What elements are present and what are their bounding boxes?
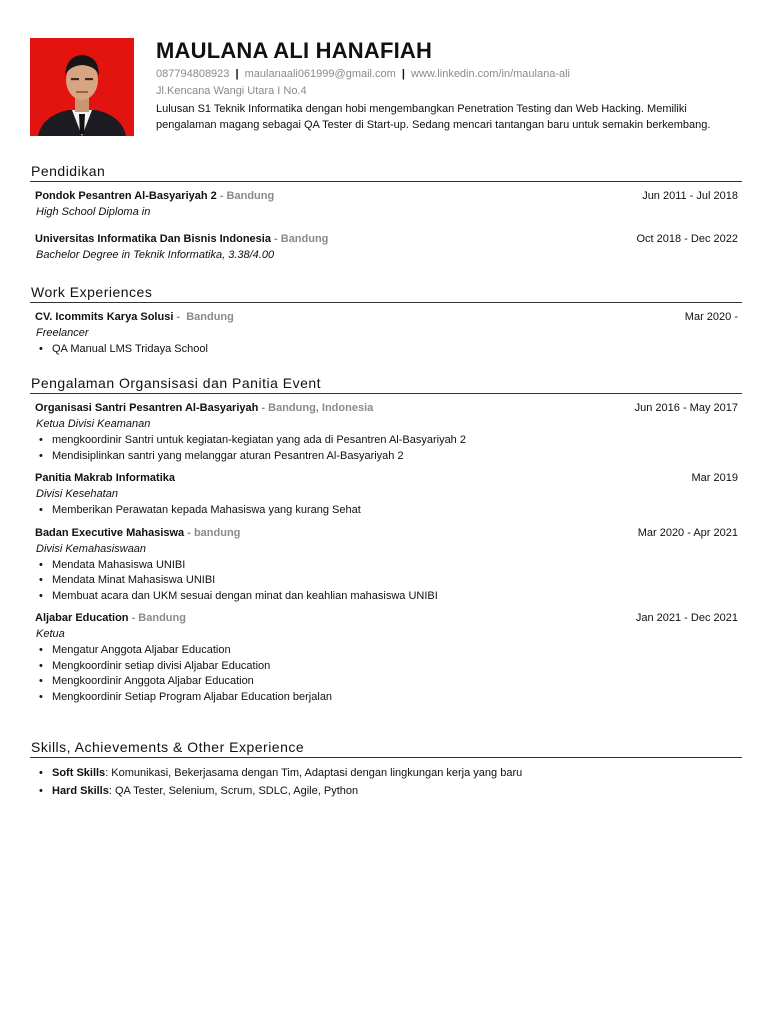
entry-org: Panitia Makrab Informatika xyxy=(35,472,175,484)
section-title: Skills, Achievements & Other Experience xyxy=(30,738,742,758)
section-title: Pendidikan xyxy=(30,162,742,182)
bullet-item: • Membuat acara dan UKM sesuai dengan minat dan keahlian mahasiswa UNIBI xyxy=(35,589,742,605)
address: Jl.Kencana Wangi Utara I No.4 xyxy=(156,85,307,97)
phone-number: 087794808923 xyxy=(156,68,230,80)
entry-role: Divisi Kesehatan xyxy=(36,488,118,500)
entry-date: Oct 2018 - Dec 2022 xyxy=(636,233,738,245)
entry-date: Jun 2011 - Jul 2018 xyxy=(642,190,738,202)
resume-header xyxy=(30,38,740,148)
bullet-list xyxy=(35,503,742,519)
entry-date: Mar 2020 - xyxy=(684,311,738,323)
bullet-item: • Memberikan Perawatan kepada Mahasiswa yang kurang Sehat xyxy=(35,503,742,519)
bullet-item: • Mendata Minat Mahasiswa UNIBI xyxy=(35,573,742,589)
contact-line xyxy=(156,67,746,81)
organization-entry xyxy=(35,401,742,464)
entry-location: - Bandung, Indonesia xyxy=(258,402,374,414)
skill-item xyxy=(35,764,742,782)
entry-org: Aljabar Education xyxy=(35,612,129,624)
bullet-item: • Mendata Mahasiswa UNIBI xyxy=(35,558,742,574)
section-title: Work Experiences xyxy=(30,283,742,303)
education-section xyxy=(30,162,742,270)
skill-label: Soft Skills xyxy=(52,767,106,779)
section-title: Pengalaman Organsisasi dan Panitia Event xyxy=(30,374,742,394)
entry-role: Ketua xyxy=(36,628,65,640)
bullet-item: • mengkoordinir Santri untuk kegiatan-kegiatan yang ada di Pesantren Al-Basyariyah 2 xyxy=(35,433,742,449)
entry-org: Pondok Pesantren Al-Basyariyah 2 xyxy=(35,190,217,202)
bullet-item: • Mengkoordinir Setiap Program Aljabar Education berjalan xyxy=(35,690,742,706)
skills-list xyxy=(35,764,742,800)
skill-text: : QA Tester, Selenium, Scrum, SDLC, Agile, Python xyxy=(108,785,359,797)
entry-org: Badan Executive Mahasiswa xyxy=(35,526,185,539)
entry-date: Jun 2016 - May 2017 xyxy=(634,402,738,414)
entry-location: - Bandung xyxy=(216,190,275,202)
entry-org: CV. Icommits Karya Solusi xyxy=(35,311,174,323)
work-section xyxy=(30,283,742,364)
email-link[interactable]: maulanaali061999@gmail.com xyxy=(244,68,396,80)
skill-label: Hard Skills xyxy=(52,785,109,797)
entry-date: Jan 2021 - Dec 2021 xyxy=(635,612,738,624)
skills-section xyxy=(30,738,742,800)
organization-entry xyxy=(35,526,742,605)
work-entry xyxy=(35,310,742,358)
entry-role: Ketua Divisi Keamanan xyxy=(36,418,151,430)
organization-entry xyxy=(35,471,742,519)
skill-item xyxy=(35,782,742,800)
entry-role: High School Diploma in xyxy=(36,206,151,218)
bullet-list xyxy=(35,558,742,605)
education-entry xyxy=(35,189,742,221)
separator: | xyxy=(401,68,405,80)
entry-location: - Bandung xyxy=(128,612,186,624)
profile-photo xyxy=(30,38,134,136)
bullet-item: • Mendisiplinkan santri yang melanggar aturan Pesantren Al-Basyariyah 2 xyxy=(35,449,742,465)
bullet-list xyxy=(35,643,742,705)
skill-text: : Komunikasi, Bekerjasama dengan Tim, Adaptasi dengan lingkungan kerja yang baru xyxy=(105,767,523,779)
education-entry xyxy=(35,232,742,264)
bullet-list xyxy=(35,433,742,464)
entry-location: - Bandung xyxy=(173,311,234,323)
bullet-item: • Mengkoordinir setiap divisi Aljabar Education xyxy=(35,659,742,675)
bullet-item: • Mengkoordinir Anggota Aljabar Education xyxy=(35,674,742,690)
entry-role: Freelancer xyxy=(36,327,89,339)
entry-org: Organisasi Santri Pesantren Al-Basyariyah xyxy=(35,402,259,414)
bullet-item: • QA Manual LMS Tridaya School xyxy=(35,342,742,358)
entry-date: Mar 2020 - Apr 2021 xyxy=(637,526,738,539)
entry-location: - bandung xyxy=(184,526,241,539)
summary: Lulusan S1 Teknik Informatika dengan hobi mengembangkan Penetration Testing dan Web Hacking. Memiliki pengalaman magang sebagai QA Tester di Start-up. Sedang mencari tantangan baru untuk semakin berkembang. xyxy=(156,103,711,131)
entry-location: - Bandung xyxy=(270,233,329,245)
bullet-list xyxy=(35,342,742,358)
entry-org: Universitas Informatika Dan Bisnis Indonesia xyxy=(35,233,271,245)
separator: | xyxy=(235,68,239,80)
organization-section xyxy=(30,374,742,711)
entry-role: Divisi Kemahasiswaan xyxy=(36,542,147,555)
bullet-item: • Mengatur Anggota Aljabar Education xyxy=(35,643,742,659)
organization-entry xyxy=(35,611,742,705)
entry-role: Bachelor Degree in Teknik Informatika, 3.38/4.00 xyxy=(36,249,275,261)
linkedin-link[interactable]: www.linkedin.com/in/maulana-ali xyxy=(411,68,570,80)
entry-date: Mar 2019 xyxy=(691,472,738,484)
candidate-name: MAULANA ALI HANAFIAH xyxy=(156,38,433,63)
